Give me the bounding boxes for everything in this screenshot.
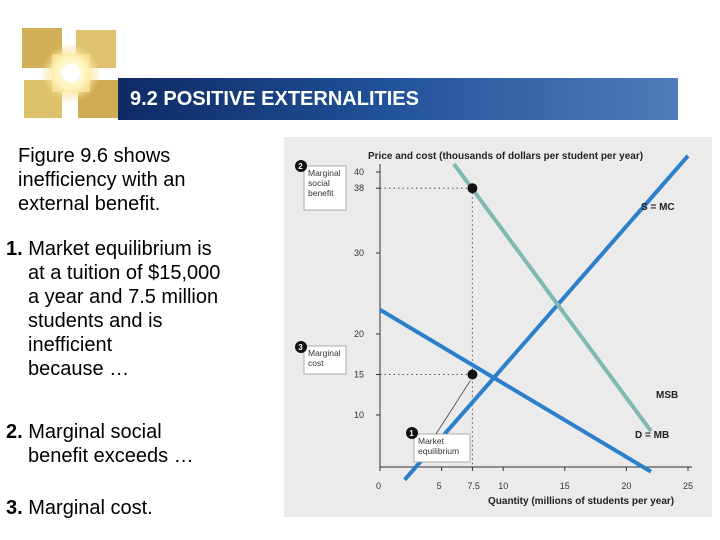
- demand-mb-label: D = MB: [635, 430, 670, 441]
- annotation-text: Marginal: [308, 168, 341, 178]
- equilibrium-point: [467, 183, 477, 193]
- x-tick-label: 15: [559, 481, 570, 491]
- point-line: benefit exceeds …: [28, 445, 194, 467]
- msb-label: MSB: [656, 390, 679, 401]
- supply-mc-label: S = MC: [641, 202, 675, 213]
- point-line: Market equilibrium is: [28, 238, 212, 260]
- point-line: Marginal cost.: [28, 497, 153, 519]
- annotation-text: Market: [418, 436, 444, 446]
- y-tick-label: 20: [354, 329, 365, 339]
- annotation-text: benefit: [308, 188, 334, 198]
- x-tick-label: 7.5: [467, 481, 480, 491]
- x-tick-label: 0: [376, 481, 382, 491]
- x-tick-label: 25: [683, 481, 694, 491]
- point-line: at a tuition of $15,000: [28, 262, 221, 284]
- slide-title: 9.2 POSITIVE EXTERNALITIES: [130, 88, 419, 110]
- x-tick-label: 5: [436, 481, 442, 491]
- intro-line: external benefit.: [18, 193, 161, 215]
- x-tick-label: 20: [621, 481, 632, 491]
- x-tick-label: 10: [498, 481, 509, 491]
- annotation-text: social: [308, 178, 330, 188]
- point-number: 3.: [6, 497, 23, 519]
- annotation-text: Marginal: [308, 348, 341, 358]
- point-number: 1.: [6, 238, 23, 260]
- point-number: 2.: [6, 421, 23, 443]
- annotation-text: cost: [308, 358, 324, 368]
- point-line: inefficient: [28, 334, 113, 356]
- y-tick-label: 30: [354, 248, 365, 258]
- point-line: because …: [28, 358, 130, 380]
- y-tick-label: 38: [354, 183, 365, 194]
- annotation-text: equilibrium: [418, 446, 460, 456]
- annotation-number: 2: [298, 162, 303, 171]
- y-tick-label: 10: [354, 410, 365, 420]
- y-tick-label: 15: [354, 369, 365, 380]
- point-line: Marginal social: [28, 421, 162, 443]
- chart-title: Price and cost (thousands of dollars per student per year): [368, 151, 644, 162]
- x-axis-label: Quantity (millions of students per year): [488, 496, 675, 507]
- intro-line: inefficiency with an: [18, 169, 186, 191]
- intro-line: Figure 9.6 shows: [18, 145, 171, 167]
- annotation-number: 1: [409, 429, 414, 438]
- point-line: a year and 7.5 million: [28, 286, 219, 308]
- annotation-number: 3: [298, 343, 303, 352]
- point-line: students and is: [28, 310, 163, 332]
- equilibrium-point: [467, 370, 477, 380]
- y-tick-label: 40: [354, 167, 365, 177]
